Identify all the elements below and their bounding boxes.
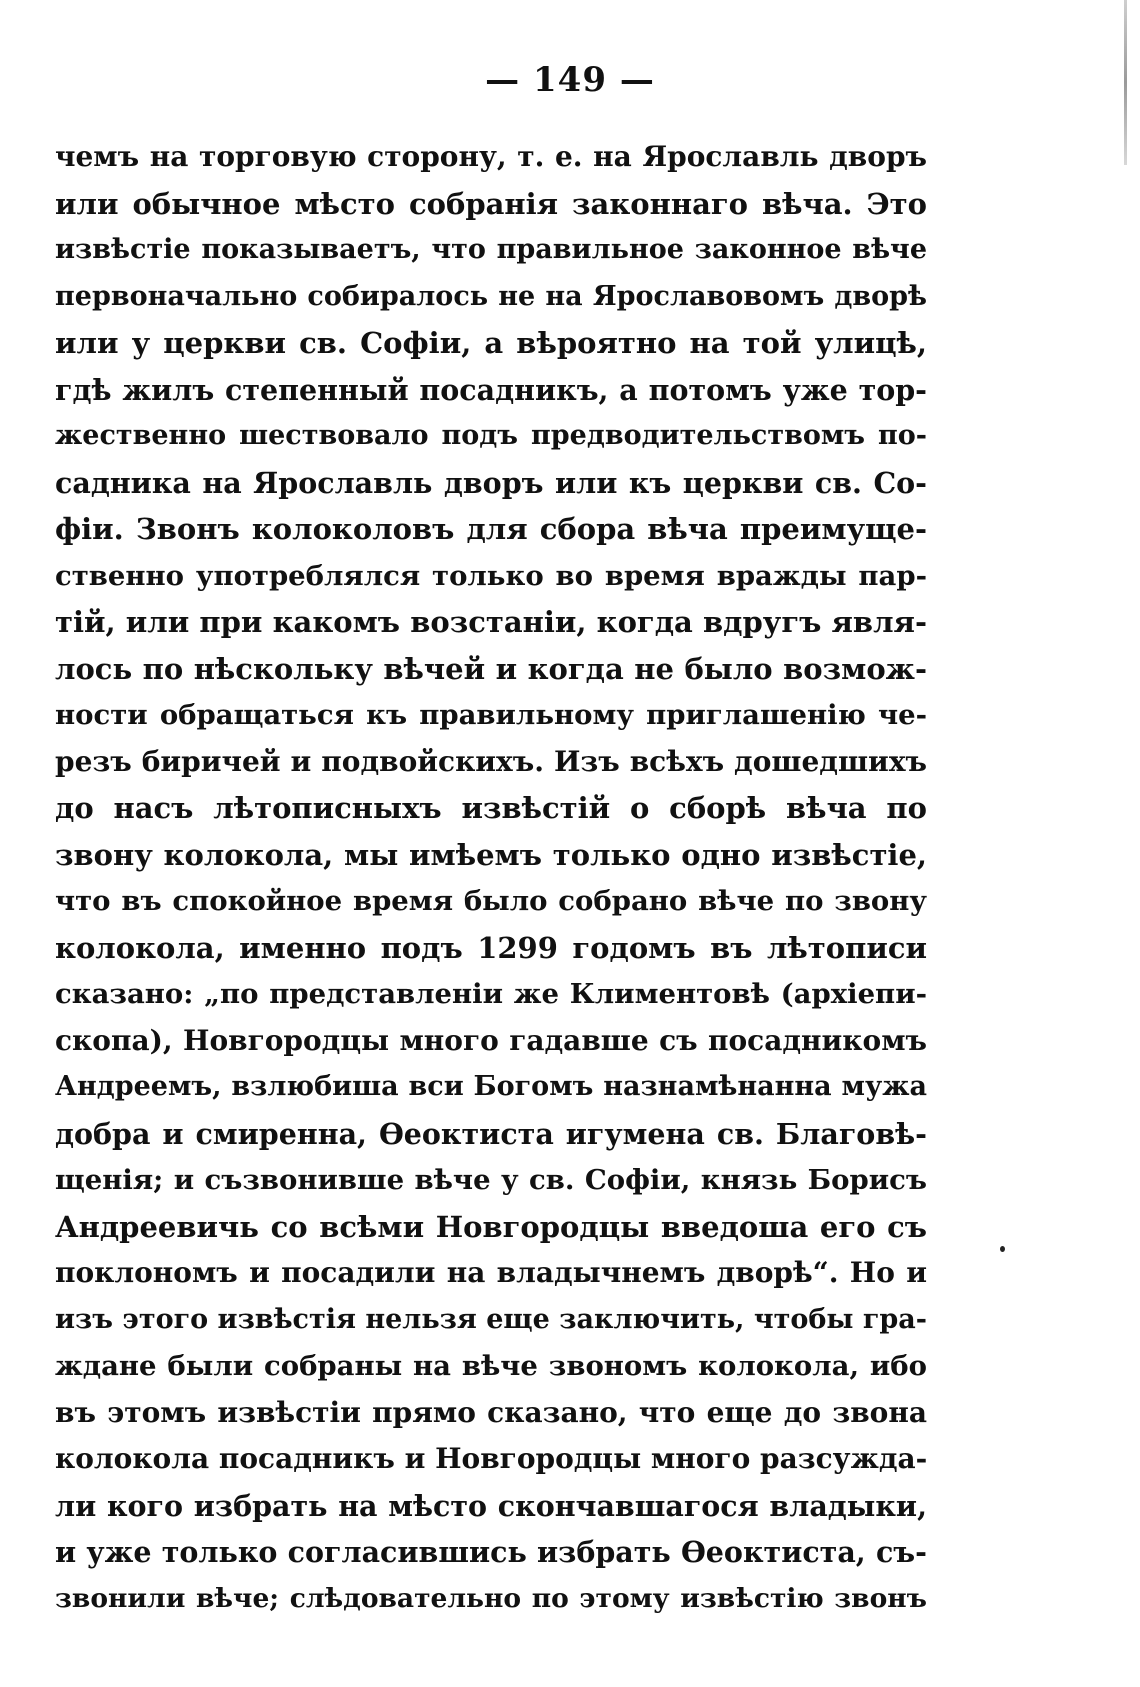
text-line: до насъ лѣтописныхъ извѣстій о сборѣ вѣча по [55, 791, 927, 825]
text-line: щенія; и съзвонивше вѣче у св. Софіи, князь Борисъ [55, 1164, 927, 1196]
text-line: лось по нѣскольку вѣчей и когда не было возмож- [55, 651, 927, 686]
text-line: резъ биричей и подвойскихъ. Изъ всѣхъ дошедшихъ [55, 744, 927, 778]
text-line: первоначально собиралось не на Ярославовомъ дворѣ [55, 280, 927, 312]
text-line: изъ этого извѣстія нельзя еще заключить, чтобы гра- [55, 1303, 927, 1335]
text-line: или у церкви св. Софіи, а вѣроятно на той улицѣ, [55, 326, 927, 360]
text-line: скопа), Новгородцы много гадавше съ посадникомъ [55, 1023, 927, 1057]
text-line: тій, или при какомъ возстаніи, когда вдругъ явля- [55, 605, 927, 639]
text-line: садника на Ярославль дворъ или къ церкви св. Со- [55, 465, 927, 500]
text-line: звону колокола, мы имѣемъ только одно извѣстіе, [55, 837, 927, 872]
text-line: ждане были собраны на вѣче звономъ колокола, ибо [55, 1350, 927, 1382]
text-line: ли кого избрать на мѣсто скончавшагося владыки, [55, 1488, 927, 1523]
text-line: или обычное мѣсто собранія законнаго вѣча. Это [55, 186, 927, 221]
text-line: Андреевичь со всѣми Новгородцы введоша его съ [55, 1209, 927, 1244]
text-line: чемъ на торговую сторону, т. е. на Ярославль дворъ [55, 140, 927, 173]
text-line: сказано: „по представленіи же Климентовѣ (архіепи- [55, 978, 927, 1010]
text-line: поклономъ и посадили на владычнемъ дворѣ“. Но и [55, 1256, 927, 1289]
text-line: Андреемъ, взлюбиша вси Богомъ назнамѣнанна мужа [55, 1071, 927, 1102]
text-line: жественно шествовало подъ предводительствомъ по- [55, 420, 927, 451]
text-line: въ этомъ извѣстіи прямо сказано, что еще до звона [55, 1395, 927, 1429]
text-line: колокола посадникъ и Новгородцы много разсужда- [55, 1442, 927, 1475]
text-line: добра и смиренна, Ѳеоктиста игумена св. Благовѣ- [55, 1116, 927, 1151]
text-line: извѣстіе показываетъ, что правильное законное вѣче [55, 234, 927, 265]
text-line: ственно употреблялся только во время вражды пар- [55, 559, 927, 592]
text-line: ности обращаться къ правильному приглашенію че- [55, 699, 927, 731]
text-line: гдѣ жилъ степенный посадникъ, а потомъ уже тор- [55, 372, 927, 407]
body-text [55, 134, 927, 1622]
ink-speck [1000, 1246, 1005, 1252]
text-line: и уже только согласившись избрать Ѳеоктиста, съ- [55, 1535, 927, 1569]
text-line: колокола, именно подъ 1299 годомъ въ лѣтописи [55, 930, 927, 965]
text-line: звонили вѣче; слѣдовательно по этому извѣстію звонъ [55, 1582, 927, 1614]
text-line: что въ спокойное время было собрано вѣче по звону [55, 885, 927, 917]
page-number: — 149 — [485, 60, 655, 100]
text-line: фіи. Звонъ колоколовъ для сбора вѣча преимуще- [55, 512, 927, 546]
